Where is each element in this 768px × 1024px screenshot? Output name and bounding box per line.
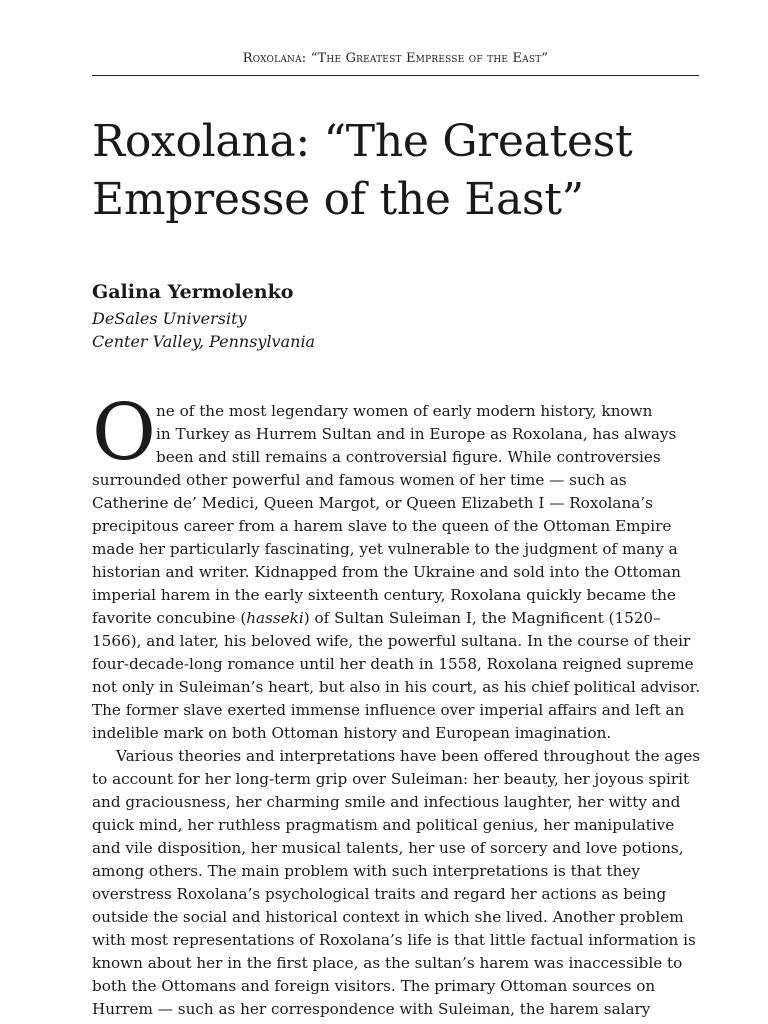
- body-line: imperial harem in the early sixteenth century, Roxolana quickly became the: [92, 586, 676, 604]
- body-line: [92, 607, 699, 630]
- body-line: Catherine de’ Medici, Queen Margot, or Queen Elizabeth I — Roxolana’s: [92, 494, 653, 512]
- body-line: historian and writer. Kidnapped from the Ukraine and sold into the Ottoman: [92, 563, 681, 581]
- body-line: and graciousness, her charming smile and infectious laughter, her witty and: [92, 793, 681, 811]
- drop-cap: O: [92, 388, 156, 478]
- header-rule: [92, 75, 699, 76]
- body-line-segment: favorite concubine (: [92, 609, 247, 627]
- body-line: quick mind, her ruthless pragmatism and political genius, her manipulative: [92, 816, 675, 834]
- body-line: The former slave exerted immense influence over imperial affairs and left an: [92, 701, 685, 719]
- body-line: made her particularly fascinating, yet vulnerable to the judgment of many a: [92, 540, 678, 558]
- body-line: with most representations of Roxolana’s life is that little factual information is: [92, 931, 696, 949]
- body-line: known about her in the first place, as the sultan’s harem was inaccessible to: [92, 954, 683, 972]
- body-line: in Turkey as Hurrem Sultan and in Europe as Roxolana, has always: [156, 425, 677, 443]
- author-affiliation-institution: DeSales University: [92, 309, 247, 328]
- body-line: Various theories and interpretations have been offered throughout the ages: [116, 747, 700, 765]
- body-line: been and still remains a controversial figure. While controversies: [156, 448, 661, 466]
- body-line: 1566), and later, his beloved wife, the powerful sultana. In the course of their: [92, 632, 691, 650]
- body-line: four-decade-long romance until her death in 1558, Roxolana reigned supreme: [92, 655, 694, 673]
- body-line: to account for her long-term grip over Suleiman: her beauty, her joyous spirit: [92, 770, 690, 788]
- body-line: overstress Roxolana’s psychological traits and regard her actions as being: [92, 885, 667, 903]
- author-name: Galina Yermolenko: [92, 281, 294, 303]
- running-head: Roxolana: “The Greatest Empresse of the East”: [242, 51, 549, 66]
- body-line: precipitous career from a harem slave to the queen of the Ottoman Empire: [92, 517, 672, 535]
- title-line-2: Empresse of the East”: [92, 174, 584, 225]
- body-line: indelible mark on both Ottoman history and European imagination.: [92, 724, 612, 742]
- body-line: Hurrem — such as her correspondence with Suleiman, the harem salary: [92, 1000, 651, 1018]
- body-line: not only in Suleiman’s heart, but also in his court, as his chief political advisor.: [92, 678, 701, 696]
- body-line: and vile disposition, her musical talents, her use of sorcery and love potions,: [92, 839, 684, 857]
- article-body: [92, 400, 699, 1021]
- article-title: [92, 113, 712, 229]
- author-affiliation-location: Center Valley, Pennsylvania: [92, 332, 316, 351]
- body-line: surrounded other powerful and famous women of her time — such as: [92, 471, 627, 489]
- title-line-1: Roxolana: “The Greatest: [92, 116, 633, 167]
- body-line-segment: ) of Sultan Suleiman I, the Magnificent (1520–: [303, 609, 661, 627]
- body-line: ne of the most legendary women of early modern history, known: [156, 402, 653, 420]
- body-line: outside the social and historical context in which she lived. Another problem: [92, 908, 684, 926]
- italic-term-hasseki: hasseki: [246, 609, 304, 627]
- body-line: among others. The main problem with such interpretations is that they: [92, 862, 640, 880]
- body-line: both the Ottomans and foreign visitors. The primary Ottoman sources on: [92, 977, 656, 995]
